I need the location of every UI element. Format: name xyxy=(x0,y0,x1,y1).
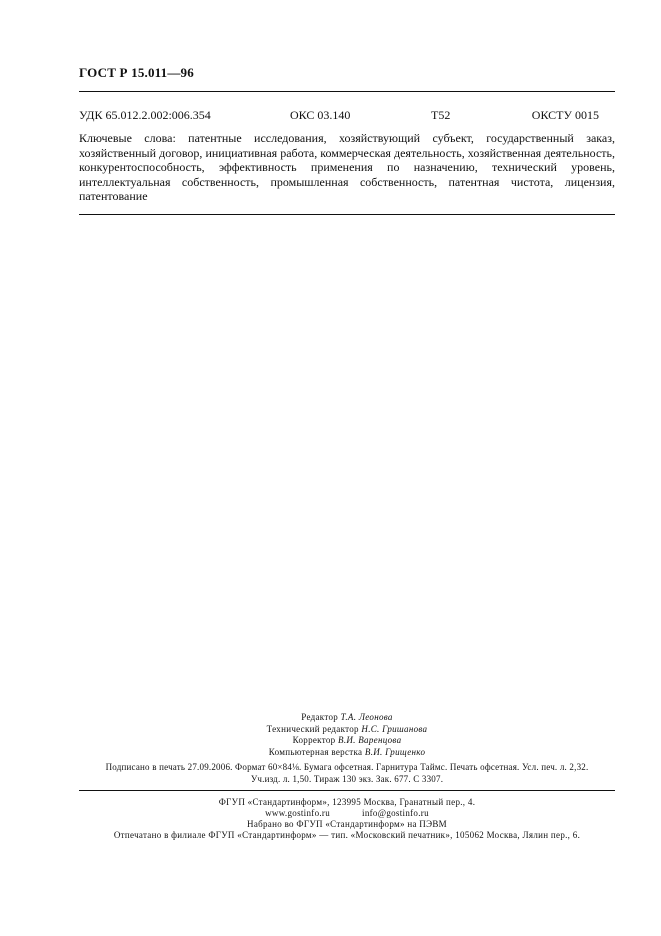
publisher-website[interactable]: www.gostinfo.ru xyxy=(265,808,331,818)
typeset-note: Набрано во ФГУП «Стандартинформ» на ПЭВМ xyxy=(247,819,447,829)
keywords-rule xyxy=(79,214,615,215)
editorial-credits xyxy=(79,712,615,758)
tech-editor-label: Технический редактор xyxy=(266,723,359,734)
keywords-paragraph: Ключевые слова: патентные исследования, хозяйствующий субъект, государственный заказ, хозяйственный договор, инициативная работа, коммерческая деятельность, хозяйственная деятельность, конкурентоспособность, эффективность применения по назначению, технический уровень, интеллектуальная собственность, промышленная собственность, патентная чистота, лицензия, патентование xyxy=(79,131,615,203)
oks-code: ОКС 03.140 xyxy=(290,108,351,122)
layout-label: Компьютерная верстка xyxy=(268,746,363,757)
corrector-credit xyxy=(79,735,615,747)
publisher-email[interactable]: info@gostinfo.ru xyxy=(362,808,429,818)
editor-name: Т.А. Леонова xyxy=(340,712,393,722)
publisher-contacts xyxy=(79,808,615,819)
standard-id: ГОСТ Р 15.011—96 xyxy=(79,65,194,80)
tech-editor-credit xyxy=(79,724,615,736)
top-rule xyxy=(79,91,615,92)
print-info-line-1: Подписано в печать 27.09.2006. Формат 60×84⅛. Бумага офсетная. Гарнитура Таймс. Печать офсетная. Усл. печ. л. 2,32. xyxy=(105,762,589,772)
corrector-name: В.И. Варенцова xyxy=(338,735,402,745)
t-code: Т52 xyxy=(431,108,451,122)
tech-editor-name: Н.С. Гришанова xyxy=(361,723,428,734)
bottom-rule xyxy=(79,790,615,791)
corrector-label: Корректор xyxy=(292,735,336,745)
layout-name: В.И. Грищенко xyxy=(364,746,426,757)
layout-credit xyxy=(79,747,615,759)
classification-codes xyxy=(79,108,615,124)
publisher-address: ФГУП «Стандартинформ», 123995 Москва, Гранатный пер., 4. xyxy=(218,797,476,807)
print-info-line-2: Уч.изд. л. 1,50. Тираж 130 экз. Зак. 677. С 3307. xyxy=(250,774,444,784)
print-info xyxy=(79,761,615,785)
editor-credit xyxy=(79,712,615,724)
editor-label: Редактор xyxy=(301,712,339,722)
printer-note: Отпечатано в филиале ФГУП «Стандартинформ» — тип. «Московский печатник», 105062 Москва, Лялин пер., 6. xyxy=(113,830,581,840)
okstu-code: ОКСТУ 0015 xyxy=(531,108,599,122)
udk-code: УДК 65.012.2.002:006.354 xyxy=(79,108,211,122)
publisher-info xyxy=(79,797,615,841)
